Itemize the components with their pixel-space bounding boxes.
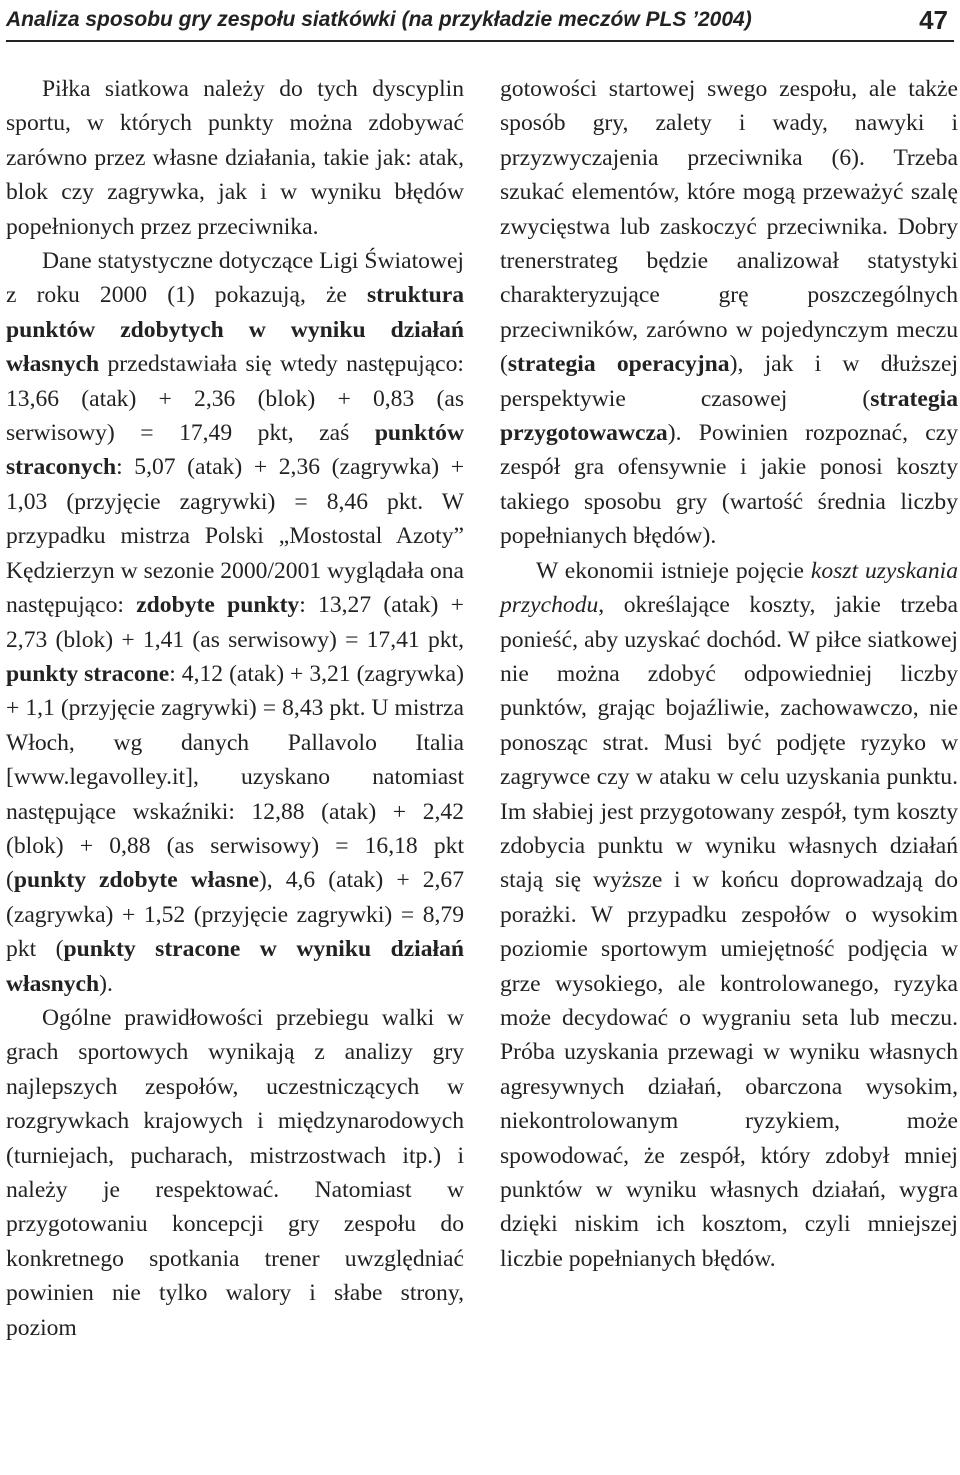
bold-term: punktów straconych: [6, 420, 464, 481]
left-column: [6, 72, 464, 1345]
bold-term: zdobyte punkty: [136, 592, 300, 619]
text: : 5,07 (atak) + 2,36 (zagrywka) + 1,03 (przyjęcie zagrywki) = 8,46 pkt. W przypadku mistrza Polski „Mostostal Azoty” Kędzierzyn w sezonie 2000/2001 wyglądała ona następująco:: [6, 454, 464, 619]
bold-term: punkty stracone: [6, 660, 170, 687]
text: gotowości startowej swego zespołu, ale także sposób gry, zalety i wady, nawyki i przyzwyczajenia przeciwnika (6). Trzeba szukać elementów, które mogą przeważyć szalę zwycięstwa lub zaskoczyć przeciwnika. Dobry trenerstrateg będzie analizował statystyki charakteryzujące grę poszczególnych przeciwników, zarówno w pojedynczym meczu (: [500, 76, 958, 378]
paragraph-economics: [500, 554, 958, 1277]
text: przedstawiała się wtedy następująco: 13,66 (atak) + 2,36 (blok) + 0,83 (as serwisowy) = 17,49 pkt, zaś: [6, 351, 464, 447]
bold-term: struktura punktów zdobytych w wyniku działań własnych: [6, 282, 464, 378]
running-header: [6, 0, 954, 42]
bold-term: punkty zdobyte własne: [13, 867, 259, 894]
text: : 4,12 (atak) + 3,21 (zagrywka) + 1,1 (przyjęcie zagrywki) = 8,43 pkt. U mistrza Włoch, wg danych Pallavolo Italia [www.legavolley.it], uzyskano natomiast następujące wskaźniki: 12,88 (atak) + 2,42 (blok) + 0,88 (as serwisowy) = 16,18 pkt (: [6, 660, 464, 894]
text: ). Powinien rozpoznać, czy zespół gra ofensywnie i jakie ponosi koszty takiego sposobu gry (wartość średnia liczby popełnianych błędów).: [500, 420, 958, 550]
text: , określające koszty, jakie trzeba ponieść, aby uzyskać dochód. W piłce siatkowej nie można zdobyć odpowiedniej liczby punktów, grając bojaźliwie, zachowawczo, nie ponosząc strat. Musi być podjęte ryzyko w zagrywce czy w ataku w celu uzyskania punktu. Im słabiej jest przygotowany zespół, tym koszty zdobycia punktu w wyniku własnych działań stają się wyższe i w końcu doprowadzają do porażki. W przypadku zespołów o wysokim poziomie sportowym umiejętność podjęcia w grze wysokiego, ale kontrolowanego, ryzyka może decydować o wygraniu seta lub meczu. Próba uzyskania przewagi w wyniku własnych agresywnych działań, obarczona wysokim, niekontrolowanym ryzykiem, może spowodować, że zespół, który zdobył mniej punktów w wyniku własnych działań, wygra dzięki niskim ich kosztom, czyli mniejszej liczbie popełnianych błędów.: [500, 592, 958, 1272]
text: ).: [99, 970, 113, 997]
running-title: Analiza sposobu gry zespołu siatkówki (na przykładzie meczów PLS ’2004): [6, 8, 752, 31]
paragraph-continuation: [500, 72, 958, 554]
paragraph-general-rules: Ogólne prawidłowości przebiegu walki w grach sportowych wynikają z analizy gry najlepszych zespołów, uczestniczących w rozgrywkach krajowych i międzynarodowych (turniejach, pucharach, mistrzostwach itp.) i należy je respektować. Natomiast w przygotowaniu koncepcji gry zespołu do konkretnego spotkania trener uwzględniać powinien nie tylko walory i słabe strony, poziom: [6, 1004, 464, 1341]
bold-term: strategia operacyjna: [507, 351, 730, 378]
italic-term: koszt uzyskania przychodu: [500, 557, 959, 619]
text: Dane statystyczne dotyczące Ligi Światowej z roku 2000 (1) pokazują, że: [6, 248, 464, 309]
paragraph-intro: Piłka siatkowa należy do tych dyscyplin sportu, w których punkty można zdobywać zarówno przez własne działania, takie jak: atak, blok czy zagrywka, jak i w wyniku błędów popełnionych przez przeciwnika.: [6, 76, 464, 240]
text: ), jak i w dłuższej perspektywie czasowej (: [500, 351, 958, 412]
bold-term: punkty stracone w wyniku działań własnych: [6, 936, 464, 997]
right-column: [500, 72, 958, 1276]
page-number: 47: [919, 4, 948, 35]
paragraph-statistics: [6, 244, 464, 1001]
text: W ekonomii istnieje pojęcie: [536, 557, 811, 584]
text: ), 4,6 (atak) + 2,67 (zagrywka) + 1,52 (przyjęcie zagrywki) = 8,79 pkt (: [6, 867, 464, 963]
bold-term: strategia przygotowawcza: [500, 385, 958, 447]
text: : 13,27 (atak) + 2,73 (blok) + 1,41 (as serwisowy) = 17,41 pkt,: [6, 592, 464, 653]
